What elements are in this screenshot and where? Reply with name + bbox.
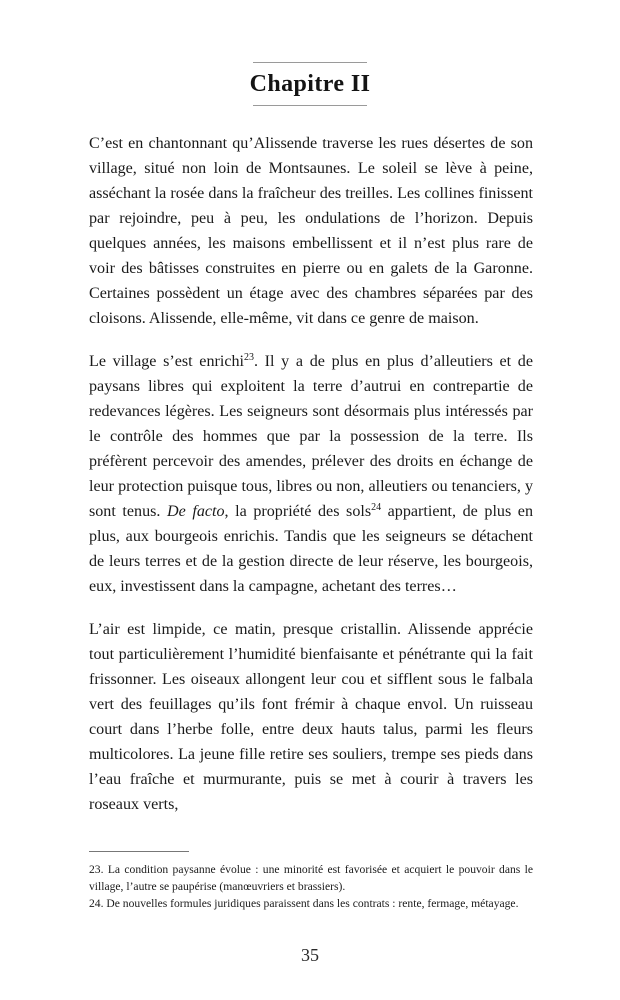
italic-phrase: De facto xyxy=(167,503,225,520)
body-text xyxy=(89,131,533,817)
chapter-rule-bottom xyxy=(253,105,367,106)
page-title: Chapitre II xyxy=(249,71,371,97)
paragraph-2: Le village s’est enrichi$^{23}$. Il y a de plus en plus d’alleutiers et de paysans libres qui exploitent la terre d’autrui en contrepartie de redevances légères. Les seigneurs sont désormais plus intéressés par le contrôle des hommes que par la possession de la terre. Ils préfèrent percevoir des amendes, prélever des droits en échange de leur protection puisque tous, libres ou non, alleutiers ou tenanciers, y sont tenus. De facto, la propriété des sols$^{24}$ appartient, de plus en plus, aux bourgeois enrichis. Tandis que les seigneurs se détachent de leurs terres et de la gestion directe de leur réserve, les bourgeois, eux, investissent dans la campagne, achetant des terres… xyxy=(89,351,533,595)
chapter-heading xyxy=(0,62,620,106)
footnote-reference[interactable]: 24 xyxy=(371,501,382,513)
footnote-reference[interactable]: 23 xyxy=(243,351,254,363)
footnote-separator-rule xyxy=(89,851,189,852)
page-number: 35 xyxy=(301,945,319,965)
footnote-item: 24. De nouvelles formules juridiques paraissent dans les contrats : rente, fermage, métayage. xyxy=(89,897,519,911)
paragraph-3: L’air est limpide, ce matin, presque cristallin. Alissende apprécie tout particulièrement l’humidité bienfaisante et pénétrante qui la fait frissonner. Les oiseaux allongent leur cou et sifflent sous le falbala vert des feuillages qu’ils font frémir à chaque envol. Un ruisseau court dans l’herbe folle, entre deux hauts talus, parmi les fleurs multicolores. La jeune fille retire ses souliers, trempe ses pieds dans l’eau fraîche et murmurante, puis se met à courir à travers les roseaux verts, xyxy=(89,621,533,813)
chapter-rule-top xyxy=(253,62,367,63)
footnote-item: 23. La condition paysanne évolue : une minorité est favorisée et acquiert le pouvoir dans le village, l’autre se paupérise (manœuvriers et brassiers). xyxy=(89,863,533,894)
paragraph-1: C’est en chantonnant qu’Alissende traverse les rues désertes de son village, situé non loin de Montsaunes. Le soleil se lève à peine, asséchant la rosée dans la fraîcheur des treilles. Les collines finissent par rejoindre, peu à peu, les ondulations de l’horizon. Depuis quelques années, les maisons embellissent et il n’est plus rare de voir des bâtisses construites en pierre ou en galets de la Garonne. Certaines possèdent un étage avec des chambres séparées par des cloisons. Alissende, elle-même, vit dans ce genre de maison. xyxy=(89,135,533,327)
footnote-section xyxy=(89,851,533,913)
